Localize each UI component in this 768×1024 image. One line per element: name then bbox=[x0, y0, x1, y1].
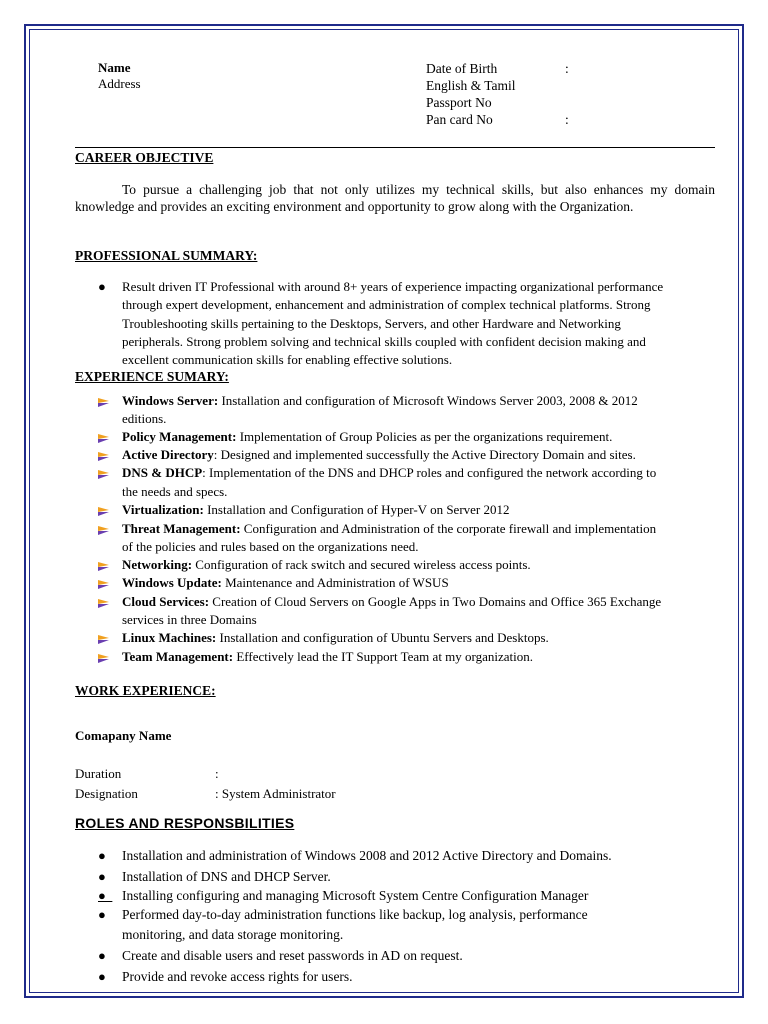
pan-colon: : bbox=[565, 112, 569, 127]
dob-label: Date of Birth bbox=[426, 61, 498, 76]
arrow-bullet-icon bbox=[98, 526, 109, 535]
header-divider bbox=[75, 147, 715, 148]
role-item: Installation of DNS and DHCP Server. bbox=[122, 869, 331, 884]
experience-item: Policy Management: Implementation of Group Policies as per the organizations requirement. bbox=[122, 429, 613, 444]
experience-item-cont: of the policies and rules based on the organizations need. bbox=[122, 539, 419, 554]
passport-label: Passport No bbox=[426, 95, 492, 110]
summary-line: peripherals. Strong problem solving and technical skills coupled with confident decision making and bbox=[122, 334, 646, 349]
designation-label: Designation bbox=[75, 786, 138, 801]
bullet-dot-icon: ● bbox=[98, 279, 106, 294]
arrow-bullet-icon bbox=[98, 654, 109, 663]
bullet-dot-icon: ● bbox=[98, 848, 106, 863]
experience-item: Active Directory: Designed and implemented successfully the Active Directory Domain and sites. bbox=[122, 447, 636, 462]
role-item: Performed day-to-day administration functions like backup, log analysis, performance bbox=[122, 907, 588, 922]
experience-item: Networking: Configuration of rack switch and secured wireless access points. bbox=[122, 557, 531, 572]
pan-label: Pan card No bbox=[426, 112, 493, 127]
experience-item: Windows Server: Installation and configuration of Microsoft Windows Server 2003, 2008 & 2012 bbox=[122, 393, 638, 408]
experience-item-cont: the needs and specs. bbox=[122, 484, 228, 499]
duration-label: Duration bbox=[75, 766, 122, 781]
dob-colon: : bbox=[565, 61, 569, 76]
experience-item: Threat Management: Configuration and Administration of the corporate firewall and implementation bbox=[122, 521, 657, 536]
bullet-dot-icon: ● bbox=[98, 969, 106, 984]
experience-item: Team Management: Effectively lead the IT Support Team at my organization. bbox=[122, 649, 534, 664]
experience-item: DNS & DHCP: Implementation of the DNS and DHCP roles and configured the network according to bbox=[122, 465, 657, 480]
experience-item: Linux Machines: Installation and configuration of Ubuntu Servers and Desktops. bbox=[122, 630, 549, 645]
designation-value: : System Administrator bbox=[215, 786, 336, 801]
work-experience-heading: WORK EXPERIENCE: bbox=[75, 683, 216, 698]
arrow-bullet-icon bbox=[98, 635, 109, 644]
role-item: Installing configuring and managing Microsoft System Centre Configuration Manager bbox=[122, 888, 589, 903]
summary-line: Result driven IT Professional with around 8+ years of experience impacting organizational performance bbox=[122, 279, 664, 294]
career-objective-heading: CAREER OBJECTIVE bbox=[75, 150, 214, 165]
role-item: Provide and revoke access rights for users. bbox=[122, 969, 353, 984]
company-name: Comapany Name bbox=[75, 728, 172, 743]
name-label: Name bbox=[98, 60, 131, 75]
experience-item: Windows Update: Maintenance and Administration of WSUS bbox=[122, 575, 449, 590]
bullet-dot-icon: ● bbox=[98, 869, 106, 884]
role-item: Create and disable users and reset passwords in AD on request. bbox=[122, 948, 463, 963]
role-item-cont: monitoring, and data storage monitoring. bbox=[122, 927, 344, 942]
arrow-bullet-icon bbox=[98, 452, 109, 461]
role-item: Installation and administration of Windows 2008 and 2012 Active Directory and Domains. bbox=[122, 848, 612, 863]
arrow-bullet-icon bbox=[98, 580, 109, 589]
summary-line: Troubleshooting skills pertaining to the Desktops, Servers, and other Hardware and Networking bbox=[122, 316, 621, 331]
bullet-dot-icon: ● bbox=[98, 888, 113, 903]
arrow-bullet-icon bbox=[98, 434, 109, 443]
experience-item: Virtualization: Installation and Configuration of Hyper-V on Server 2012 bbox=[122, 502, 510, 517]
professional-summary-heading: PROFESSIONAL SUMMARY: bbox=[75, 248, 258, 263]
career-objective-text: To pursue a challenging job that not only utilizes my technical skills, but also enhances my domain knowledge and provides an exciting environment and opportunity to grow along with the Organization. bbox=[75, 182, 715, 214]
summary-line: through expert development, enhancement and administration of complex technical platforms. Strong bbox=[122, 297, 651, 312]
bullet-dot-icon: ● bbox=[98, 948, 106, 963]
summary-line: excellent communication skills for enabling effective solutions. bbox=[122, 352, 453, 367]
bullet-dot-icon: ● bbox=[98, 907, 106, 922]
roles-heading: ROLES AND RESPONSBILITIES bbox=[75, 815, 295, 831]
languages: English & Tamil bbox=[426, 78, 516, 93]
experience-item-cont: editions. bbox=[122, 411, 167, 426]
experience-item: Cloud Services: Creation of Cloud Servers on Google Apps in Two Domains and Office 365 Exchange bbox=[122, 594, 662, 609]
arrow-bullet-icon bbox=[98, 470, 109, 479]
arrow-bullet-icon bbox=[98, 507, 109, 516]
arrow-bullet-icon bbox=[98, 562, 109, 571]
experience-summary-heading: EXPERIENCE SUMARY: bbox=[75, 369, 229, 384]
arrow-bullet-icon bbox=[98, 398, 109, 407]
arrow-bullet-icon bbox=[98, 599, 109, 608]
experience-item-cont: services in three Domains bbox=[122, 612, 257, 627]
address-label: Address bbox=[98, 76, 141, 91]
duration-colon: : bbox=[215, 766, 219, 781]
